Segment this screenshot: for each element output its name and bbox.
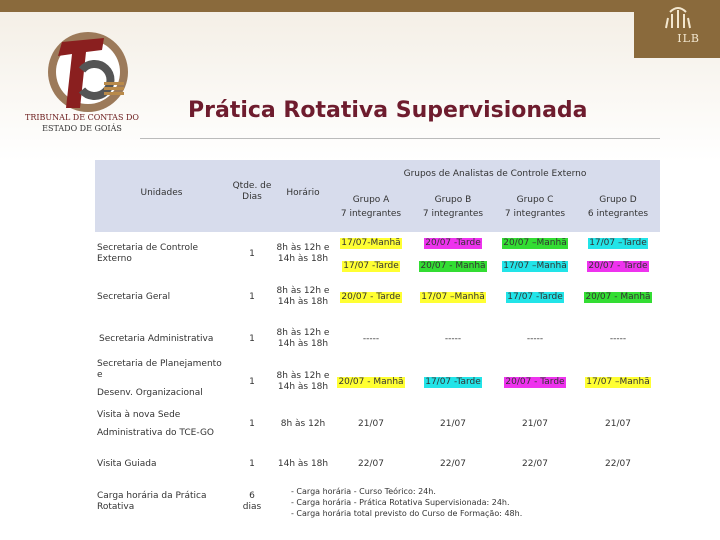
slot-b: ----- bbox=[444, 333, 462, 344]
ilb-brand bbox=[634, 0, 720, 58]
slot-b: 21/07 bbox=[440, 418, 466, 429]
slot-b2: 20/07 - Manhã bbox=[420, 260, 486, 271]
brand-label: ILB bbox=[677, 32, 700, 45]
title-divider bbox=[140, 138, 660, 139]
slot-d: 20/07 - Manhã bbox=[585, 291, 651, 302]
header-grupo-d: Grupo D bbox=[599, 194, 637, 205]
slot-b: 17/07 –Manhã bbox=[421, 291, 485, 302]
row-unidade: Secretaria Administrativa bbox=[99, 333, 214, 344]
row-dias: 6 dias bbox=[242, 491, 262, 512]
row-dias: 1 bbox=[249, 291, 255, 302]
slot-d: 17/07 –Manhã bbox=[586, 376, 650, 387]
notes bbox=[291, 486, 660, 519]
row-unidade-line2: Administrativa do TCE-GO bbox=[97, 427, 215, 438]
header-grupo-c-sub: 7 integrantes bbox=[504, 208, 566, 219]
ilb-mark-icon bbox=[656, 4, 700, 30]
row-dias: 1 bbox=[249, 248, 255, 259]
header-grupo-a: Grupo A bbox=[352, 194, 390, 205]
slot-b: 17/07 -Tarde bbox=[425, 376, 481, 387]
slot-a1: 17/07-Manhã bbox=[341, 237, 401, 248]
header-grupo-d-sub: 6 integrantes bbox=[587, 208, 649, 219]
slot-b: 22/07 bbox=[440, 458, 466, 469]
slot-d: 21/07 bbox=[605, 418, 631, 429]
row-horario: 8h às 12h e 14h às 18h bbox=[276, 328, 330, 349]
header-unidades: Unidades bbox=[140, 187, 183, 198]
row-dias: 1 bbox=[249, 418, 255, 429]
slot-a: 22/07 bbox=[358, 458, 384, 469]
slot-d2: 20/07 - Tarde bbox=[588, 260, 648, 271]
row-horario: 14h às 18h bbox=[277, 458, 329, 469]
header-grupo-c: Grupo C bbox=[516, 194, 554, 205]
slot-a: 20/07 - Manhã bbox=[338, 376, 404, 387]
row-unidade: Carga horária da Prática Rotativa bbox=[97, 491, 207, 512]
note-item: - Carga horária - Curso Teórico: 24h. bbox=[291, 487, 436, 496]
row-unidade-line1: Secretaria de Planejamento e bbox=[97, 359, 222, 380]
top-bar bbox=[0, 0, 720, 12]
slot-c: 22/07 bbox=[522, 458, 548, 469]
slot-d: ----- bbox=[609, 333, 627, 344]
row-horario: 8h às 12h bbox=[280, 418, 326, 429]
row-horario: 8h às 12h e 14h às 18h bbox=[276, 371, 330, 392]
row-unidade: Visita Guiada bbox=[97, 458, 157, 469]
row-unidade-line1: Visita à nova Sede bbox=[97, 409, 181, 420]
row-unidade: Secretaria de Controle Externo bbox=[97, 243, 199, 264]
row-dias: 1 bbox=[249, 376, 255, 387]
slot-c: ----- bbox=[526, 333, 544, 344]
slot-a: ----- bbox=[362, 333, 380, 344]
slot-c: 20/07 - Tarde bbox=[505, 376, 565, 387]
row-horario: 8h às 12h e 14h às 18h bbox=[276, 286, 330, 307]
slot-d: 22/07 bbox=[605, 458, 631, 469]
slot-a: 20/07 - Tarde bbox=[341, 291, 401, 302]
note-item: - Carga horária - Prática Rotativa Supervisionada: 24h. bbox=[291, 498, 510, 507]
slot-b1: 20/07 -Tarde bbox=[425, 237, 481, 248]
header-grupo-b-sub: 7 integrantes bbox=[422, 208, 484, 219]
slot-a: 21/07 bbox=[358, 418, 384, 429]
header-grupos: Grupos de Analistas de Controle Externo bbox=[403, 168, 587, 179]
row-horario: 8h às 12h e 14h às 18h bbox=[276, 243, 330, 264]
slot-c: 17/07 -Tarde bbox=[507, 291, 563, 302]
tce-logo-icon bbox=[22, 28, 147, 116]
note-item: - Carga horária total previsto do Curso de Formação: 48h. bbox=[291, 509, 523, 518]
slot-d1: 17/07 –Tarde bbox=[589, 237, 647, 248]
slot-c2: 17/07 –Manhã bbox=[503, 260, 567, 271]
header-grupo-a-sub: 7 integrantes bbox=[340, 208, 402, 219]
header-horario: Horário bbox=[286, 187, 320, 198]
row-dias: 1 bbox=[249, 333, 255, 344]
row-unidade-line2: Desenv. Organizacional bbox=[97, 387, 203, 398]
slot-c1: 20/07 –Manhã bbox=[503, 237, 567, 248]
schedule-table bbox=[95, 160, 660, 520]
page-title: Prática Rotativa Supervisionada bbox=[188, 98, 588, 123]
logo-state: ESTADO DE GOIÁS bbox=[42, 124, 122, 133]
row-unidade: Secretaria Geral bbox=[97, 291, 171, 302]
header-grupo-b: Grupo B bbox=[434, 194, 472, 205]
slot-a2: 17/07 -Tarde bbox=[343, 260, 399, 271]
header-qtde: Qtde. de Dias bbox=[232, 181, 272, 202]
logo-name: TRIBUNAL DE CONTAS DO bbox=[25, 113, 139, 122]
row-dias: 1 bbox=[249, 458, 255, 469]
slot-c: 21/07 bbox=[522, 418, 548, 429]
